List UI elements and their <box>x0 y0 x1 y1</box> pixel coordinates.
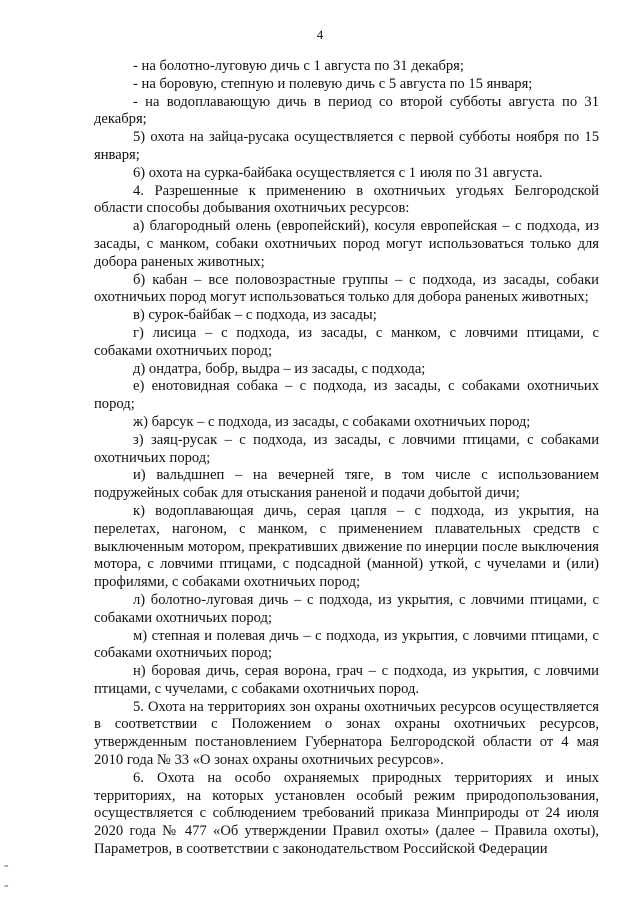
paragraph: - на болотно-луговую дичь с 1 августа по 31 декабря; <box>133 58 464 74</box>
margin-mark: - <box>4 858 9 873</box>
document-body <box>94 58 599 859</box>
paragraph: - на боровую, степную и полевую дичь с 5 августа по 15 января; <box>133 75 533 92</box>
paragraph: н) боровая дичь, серая ворона, грач – с подхода, из укрытия, с ловчими птицами, с чучелами, с собаками охотничьих пород. <box>94 663 599 697</box>
paragraph: д) ондатра, бобр, выдра – из засады, с подхода; <box>133 360 426 377</box>
paragraph: а) благородный олень (европейский), косуля европейская – с подхода, из засады, с манком, собаки охотничьих пород могут использоваться только для добора раненых животных; <box>94 218 599 270</box>
paragraph: м) степная и полевая дичь – с подхода, из укрытия, с ловчими птицами, с собаками охотничьих пород; <box>94 627 599 662</box>
paragraph: з) заяц-русак – с подхода, из засады, с ловчими птицами, с собаками охотничьих пород; <box>94 431 599 466</box>
paragraph: л) болотно-луговая дичь – с подхода, из укрытия, с ловчими птицами, с собаками охотничьих пород; <box>94 591 599 626</box>
paragraph: в) сурок-байбак – с подхода, из засады; <box>133 307 377 324</box>
paragraph: 6) охота на сурка-байбака осуществляется с 1 июля по 31 августа. <box>133 164 543 181</box>
paragraph: - на водоплавающую дичь в период со второй субботы августа по 31 декабря; <box>94 93 599 128</box>
paragraph: ж) барсук – с подхода, из засады, с собаками охотничьих пород; <box>133 413 531 430</box>
paragraph: б) кабан – все половозрастные группы – с подхода, из засады, собаки охотничьих пород могут использоваться только для добора раненых животных; <box>94 271 599 306</box>
page-number: 4 <box>316 27 324 42</box>
margin-mark: - <box>4 878 9 893</box>
paragraph: 4. Разрешенные к применению в охотничьих угодьях Белгородской области способы добывания охотничьих ресурсов: <box>94 182 599 217</box>
paragraph: е) енотовидная собака – с подхода, из засады, с собаками охотничьих пород; <box>94 378 599 413</box>
paragraph: 5. Охота на территориях зон охраны охотничьих ресурсов осуществляется в соответствии с Положением о зонах охраны охотничьих ресурсов, утвержденным постановлением Губернатора Белгородской области от 4 мая 2010 года № 33 «О зонах охраны охотничьих ресурсов». <box>94 698 599 769</box>
paragraph: г) лисица – с подхода, из засады, с манком, с ловчими птицами, с собаками охотничьих пород; <box>94 324 599 359</box>
paragraph: к) водоплавающая дичь, серая цапля – с подхода, из укрытия, на перелетах, нагоном, с манком, с применением плавательных средств с выключенным мотором, прекративших движение по инерции после выключения мотора, с ловчими птицами, с подсадной (манной) уткой, с чучелами и (или) профилями, с собаками охотничьих пород; <box>94 502 599 591</box>
paragraph: 5) охота на зайца-русака осуществляется с первой субботы ноября по 15 января; <box>94 129 599 163</box>
paragraph: 6. Охота на особо охраняемых природных территориях и иных территориях, на которых установлен особый режим природопользования, осуществляется с соблюдением требований приказа Минприроды от 24 июля 2020 года № 477 «Об утверждении Правил охоты» (далее – Правила охоты), Параметров, в соответствии с законодательством Российской Федерации <box>94 769 599 858</box>
paragraph: и) вальдшнеп – на вечерней тяге, в том числе с использованием подружейных собак для отыскания раненой и подачи добытой дичи; <box>94 467 599 502</box>
